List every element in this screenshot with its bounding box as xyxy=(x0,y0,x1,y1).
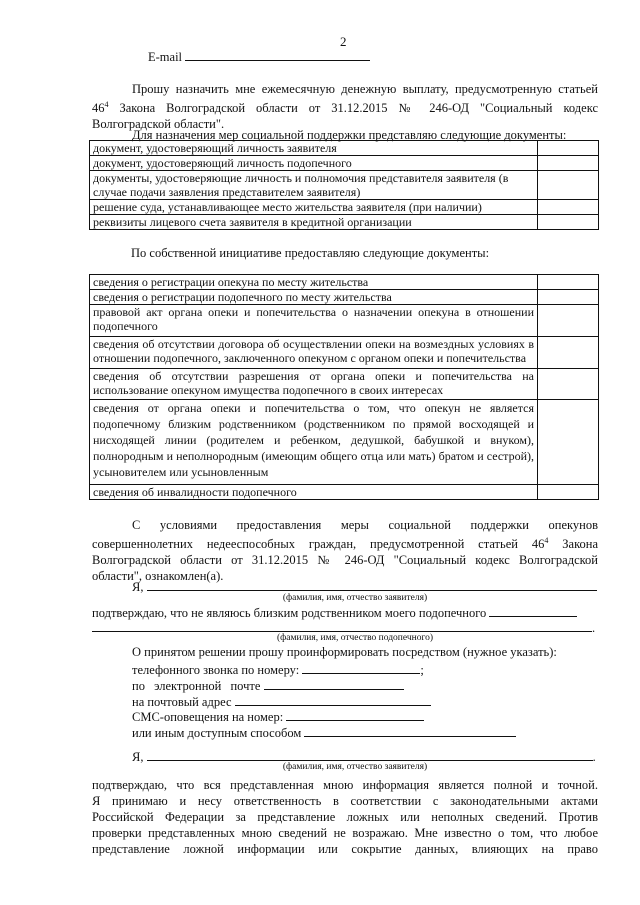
request-line-2: $46^4$ Закона Волгоградской области от 31.12.2015 № 246-ОД "Социальный кодекс xyxy=(92,100,598,116)
doc-checkbox[interactable] xyxy=(538,200,599,215)
doc-checkbox[interactable] xyxy=(538,171,599,200)
doc-label: сведения об отсутствии разрешения от органа опеки и попечительства на использование опекуном имущества подопечного в своих интересах xyxy=(90,369,538,400)
table-row xyxy=(90,400,599,485)
table-row xyxy=(90,141,599,156)
email-field[interactable] xyxy=(185,48,370,61)
final-line-2: Я принимаю и несу ответственность в соответствии с законодательными актами xyxy=(92,794,598,808)
conditions-line-4: области", ознакомлен(а). xyxy=(92,569,224,584)
request-paragraph xyxy=(92,81,598,132)
doc-checkbox[interactable] xyxy=(538,290,599,305)
doc-label: сведения от органа опеки и попечительства о том, что опекун не является подопечному близким родственником (родственником по прямой восходящей и нисходящей линии (родителем и ребенком, дедушкой, бабушкой и внуком), полнородным и неполнородным (имеющим общего отца или мать) братом и сестрой), усыновителем или усыновленным xyxy=(90,400,538,485)
final-line-5: представление ложной информации или сокрытие данных, влияющих на право xyxy=(92,842,598,856)
final-paragraph xyxy=(92,777,598,857)
table-row xyxy=(90,369,599,400)
notify-intro: О принятом решении прошу проинформировать посредством (нужное указать): xyxy=(132,645,557,659)
doc-label: сведения о регистрации опекуна по месту жительства xyxy=(90,275,538,290)
postal-field[interactable] xyxy=(235,693,431,706)
ya-label: Я, xyxy=(132,580,144,594)
table-row xyxy=(90,275,599,290)
final-applicant-name-field[interactable] xyxy=(147,748,593,761)
ya-label: Я, xyxy=(132,750,144,764)
notify-phone-label: телефонного звонка по номеру: xyxy=(132,663,300,677)
notify-email-row xyxy=(132,677,404,694)
table-row xyxy=(90,290,599,305)
conditions-line-3: Волгоградской области от 31.12.2015 № 246-ОД "Социальный кодекс Волгоградской xyxy=(92,553,598,568)
doc-label: сведения об инвалидности подопечного xyxy=(90,485,538,500)
doc-label: сведения об отсутствии договора об осуществлении опеки на возмездных условиях в отношении подопечного, заключенного опекуном с органом опеки и попечительства xyxy=(90,337,538,369)
table-row xyxy=(90,485,599,500)
conditions-paragraph xyxy=(92,517,598,584)
table-row xyxy=(90,305,599,337)
not-relative-label: подтверждаю, что не являюсь близким родственником моего подопечного xyxy=(92,606,487,620)
doc-checkbox[interactable] xyxy=(538,305,599,337)
table-row xyxy=(90,337,599,369)
table-row xyxy=(90,200,599,215)
applicant-name-field[interactable] xyxy=(147,578,597,591)
doc-label: правовой акт органа опеки и попечительства о назначении опекуна в отношении подопечного xyxy=(90,305,538,337)
notify-email-field[interactable] xyxy=(264,677,404,690)
doc-checkbox[interactable] xyxy=(538,141,599,156)
email-label: E-mail xyxy=(148,50,183,64)
table-row xyxy=(90,171,599,200)
ward-name-row: . xyxy=(92,619,595,636)
other-method-field[interactable] xyxy=(304,724,516,737)
doc-checkbox[interactable] xyxy=(538,485,599,500)
doc-checkbox[interactable] xyxy=(538,156,599,171)
notify-postal-label: на почтовый адрес xyxy=(132,695,232,709)
notify-other-row xyxy=(132,724,516,741)
conditions-line-2: совершеннолетних недееспособных граждан, предусмотренной статьей $46^4$ Закона xyxy=(92,536,598,552)
doc-checkbox[interactable] xyxy=(538,369,599,400)
ward-name-field[interactable] xyxy=(92,619,592,632)
applicant-caption: (фамилия, имя, отчество заявителя) xyxy=(282,593,428,603)
final-line-1: подтверждаю, что вся представленная мною информация является полной и точной. xyxy=(92,778,598,792)
ward-name-field-start[interactable] xyxy=(489,604,577,617)
notify-email-label: по электронной почте xyxy=(132,679,261,693)
final-line-4: проверки представленных мною сведений не возражаю. Мне известно о том, что любое xyxy=(92,826,598,840)
table-row xyxy=(90,156,599,171)
notify-other-label: или иным доступным способом xyxy=(132,726,302,740)
doc-label: документ, удостоверяющий личность подопечного xyxy=(90,156,538,171)
phone-field[interactable] xyxy=(302,661,420,674)
doc-label: документ, удостоверяющий личность заявителя xyxy=(90,141,538,156)
request-line-3: Волгоградской области". xyxy=(92,117,225,132)
doc-label: документы, удостоверяющие личность и полномочия представителя заявителя (в случае подачи заявления представителем заявителя) xyxy=(90,171,538,200)
docs-intro: Для назначения мер социальной поддержки представляю следующие документы: xyxy=(132,128,567,142)
doc-label: сведения о регистрации подопечного по месту жительства xyxy=(90,290,538,305)
optional-docs-table xyxy=(89,274,599,500)
doc-checkbox[interactable] xyxy=(538,275,599,290)
table-row xyxy=(90,215,599,230)
ward-caption: (фамилия, имя, отчество подопечного) xyxy=(276,633,434,643)
final-line-3: Российской Федерации за представление ложных или неполных сведений. Против xyxy=(92,810,598,824)
doc-checkbox[interactable] xyxy=(538,215,599,230)
sms-field[interactable] xyxy=(286,708,424,721)
page-number: 2 xyxy=(340,34,347,49)
notify-sms-row xyxy=(132,708,424,725)
required-docs-table xyxy=(89,140,599,230)
final-applicant-row: Я, . xyxy=(132,750,596,764)
email-row xyxy=(148,48,370,65)
conditions-line-1: С условиями предоставления меры социальной поддержки опекунов xyxy=(132,518,598,532)
notify-phone-row: телефонного звонка по номеру: ; xyxy=(132,663,424,677)
notify-sms-label: СМС-оповещения на номер: xyxy=(132,710,284,724)
doc-checkbox[interactable] xyxy=(538,400,599,485)
doc-checkbox[interactable] xyxy=(538,337,599,369)
doc-label: решение суда, устанавливающее место жительства заявителя (при наличии) xyxy=(90,200,538,215)
final-applicant-caption: (фамилия, имя, отчество заявителя) xyxy=(282,762,428,772)
request-line-1: Прошу назначить мне ежемесячную денежную выплату, предусмотренную статьей xyxy=(132,82,598,96)
doc-label: реквизиты лицевого счета заявителя в кредитной организации xyxy=(90,215,538,230)
own-initiative-intro: По собственной инициативе предоставляю следующие документы: xyxy=(131,246,490,260)
